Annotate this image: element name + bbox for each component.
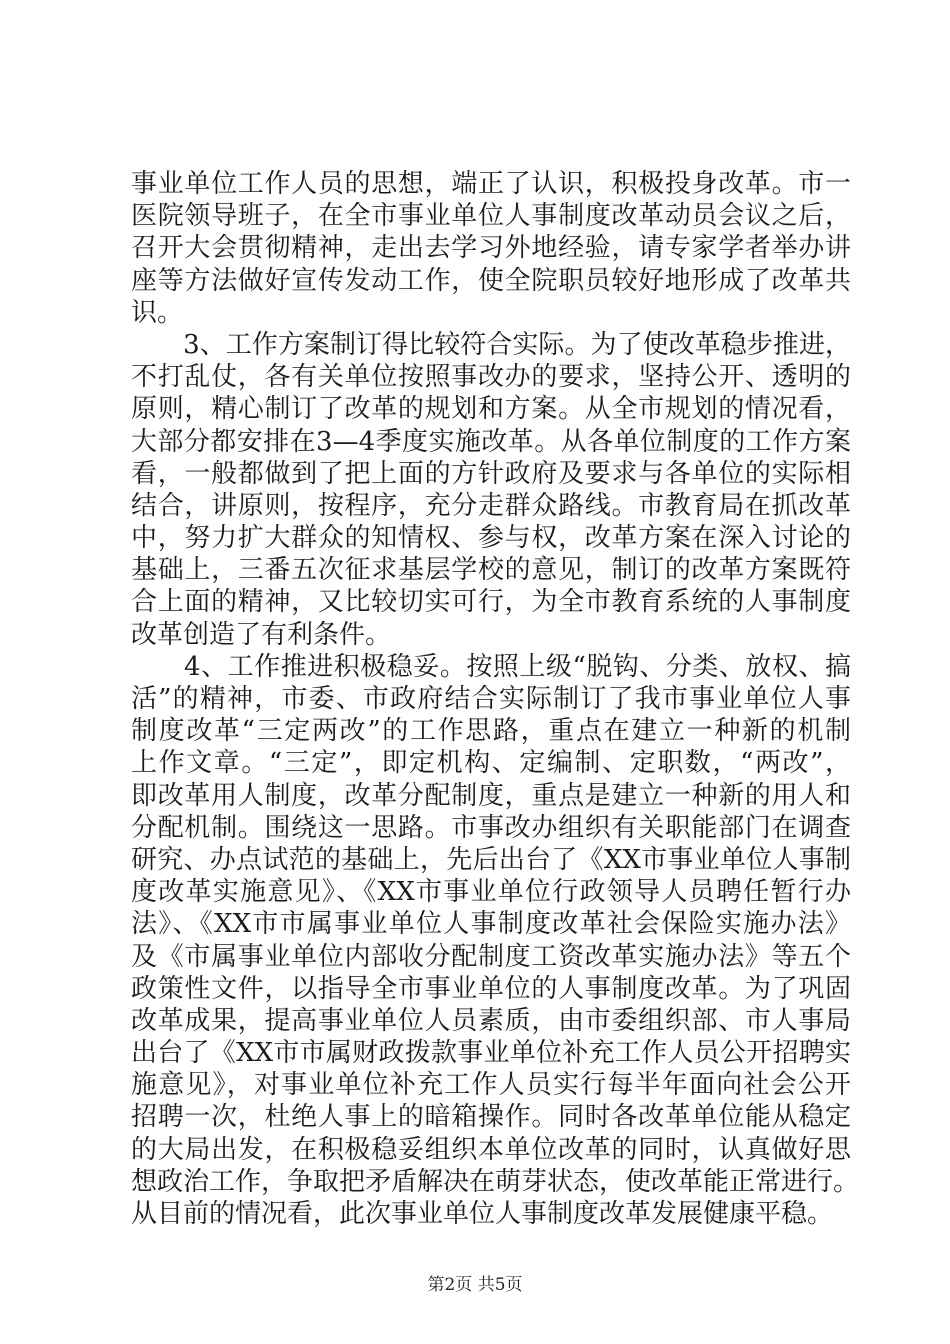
text-line: 3、工作方案制订得比较符合实际。为了使改革稳步推进， xyxy=(131,329,851,360)
page-footer: 第2页 共5页 xyxy=(427,1275,523,1295)
text-line: 座等方法做好宣传发动工作，使全院职员较好地形成了改革共 xyxy=(131,265,851,296)
text-line: 招聘一次，杜绝人事上的暗箱操作。同时各改革单位能从稳定 xyxy=(131,1102,851,1133)
text-line: 度改革实施意见》、《XX市事业单位行政领导人员聘任暂行办 xyxy=(131,877,851,908)
text-line: 活”的精神，市委、市政府结合实际制订了我市事业单位人事 xyxy=(131,684,851,714)
text-line: 施意见》，对事业单位补充工作人员实行每半年面向社会公开 xyxy=(131,1070,851,1101)
text-line: 法》、《XX市市属事业单位人事制度改革社会保险实施办法》 xyxy=(131,909,851,940)
text-line: 从目前的情况看，此次事业单位人事制度改革发展健康平稳。 xyxy=(131,1199,834,1229)
text-line: 及《市属事业单位内部收分配制度工资改革实施办法》等五个 xyxy=(131,941,851,972)
text-line: 中，努力扩大群众的知情权、参与权，改革方案在深入讨论的 xyxy=(131,523,851,554)
text-line: 改革创造了有利条件。 xyxy=(131,619,392,650)
text-line: 改革成果，提高事业单位人员素质，由市委组织部、市人事局 xyxy=(131,1005,851,1036)
text-line: 结合，讲原则，按程序，充分走群众路线。市教育局在抓改革 xyxy=(131,490,851,521)
text-line: 基础上，三番五次征求基层学校的意见，制订的改革方案既符 xyxy=(131,555,851,586)
text-line: 识。 xyxy=(131,297,184,328)
text-line: 即改革用人制度，改革分配制度，重点是建立一种新的用人和 xyxy=(131,780,851,811)
text-line: 大部分都安排在3—4季度实施改革。从各单位制度的工作方案 xyxy=(131,426,851,457)
text-line: 出台了《XX市市属财政拨款事业单位补充工作人员公开招聘实 xyxy=(131,1038,851,1069)
text-line: 原则，精心制订了改革的规划和方案。从全市规划的情况看， xyxy=(131,394,851,425)
text-line: 召开大会贯彻精神，走出去学习外地经验，请专家学者举办讲 xyxy=(131,233,851,264)
text-line: 4、工作推进积极稳妥。按照上级“脱钩、分类、放权、搞 xyxy=(131,651,851,682)
text-line: 医院领导班子，在全市事业单位人事制度改革动员会议之后， xyxy=(131,201,851,232)
text-line: 不打乱仗，各有关单位按照事改办的要求，坚持公开、透明的 xyxy=(131,362,851,393)
text-line: 想政治工作，争取把矛盾解决在萌芽状态，使改革能正常进行。 xyxy=(131,1166,860,1197)
text-line: 制度改革“三定两改”的工作思路，重点在建立一种新的机制 xyxy=(131,716,851,747)
text-line: 分配机制。围绕这一思路。市事改办组织有关职能部门在调查 xyxy=(131,812,851,843)
text-line: 合上面的精神，又比较切实可行，为全市教育系统的人事制度 xyxy=(131,587,851,618)
text-line: 上作文章。“三定”，即定机构、定编制、定职数，“两改”， xyxy=(131,748,851,779)
body-text xyxy=(131,168,860,1230)
text-line: 事业单位工作人员的思想，端正了认识，积极投身改革。市一 xyxy=(131,169,851,199)
text-line: 政策性文件，以指导全市事业单位的人事制度改革。为了巩固 xyxy=(131,973,851,1004)
text-line: 的大局出发，在积极稳妥组织本单位改革的同时，认真做好思 xyxy=(131,1134,851,1165)
text-line: 研究、办点试范的基础上，先后出台了《XX市事业单位人事制 xyxy=(131,844,851,875)
text-line: 看，一般都做到了把上面的方针政府及要求与各单位的实际相 xyxy=(131,458,851,489)
